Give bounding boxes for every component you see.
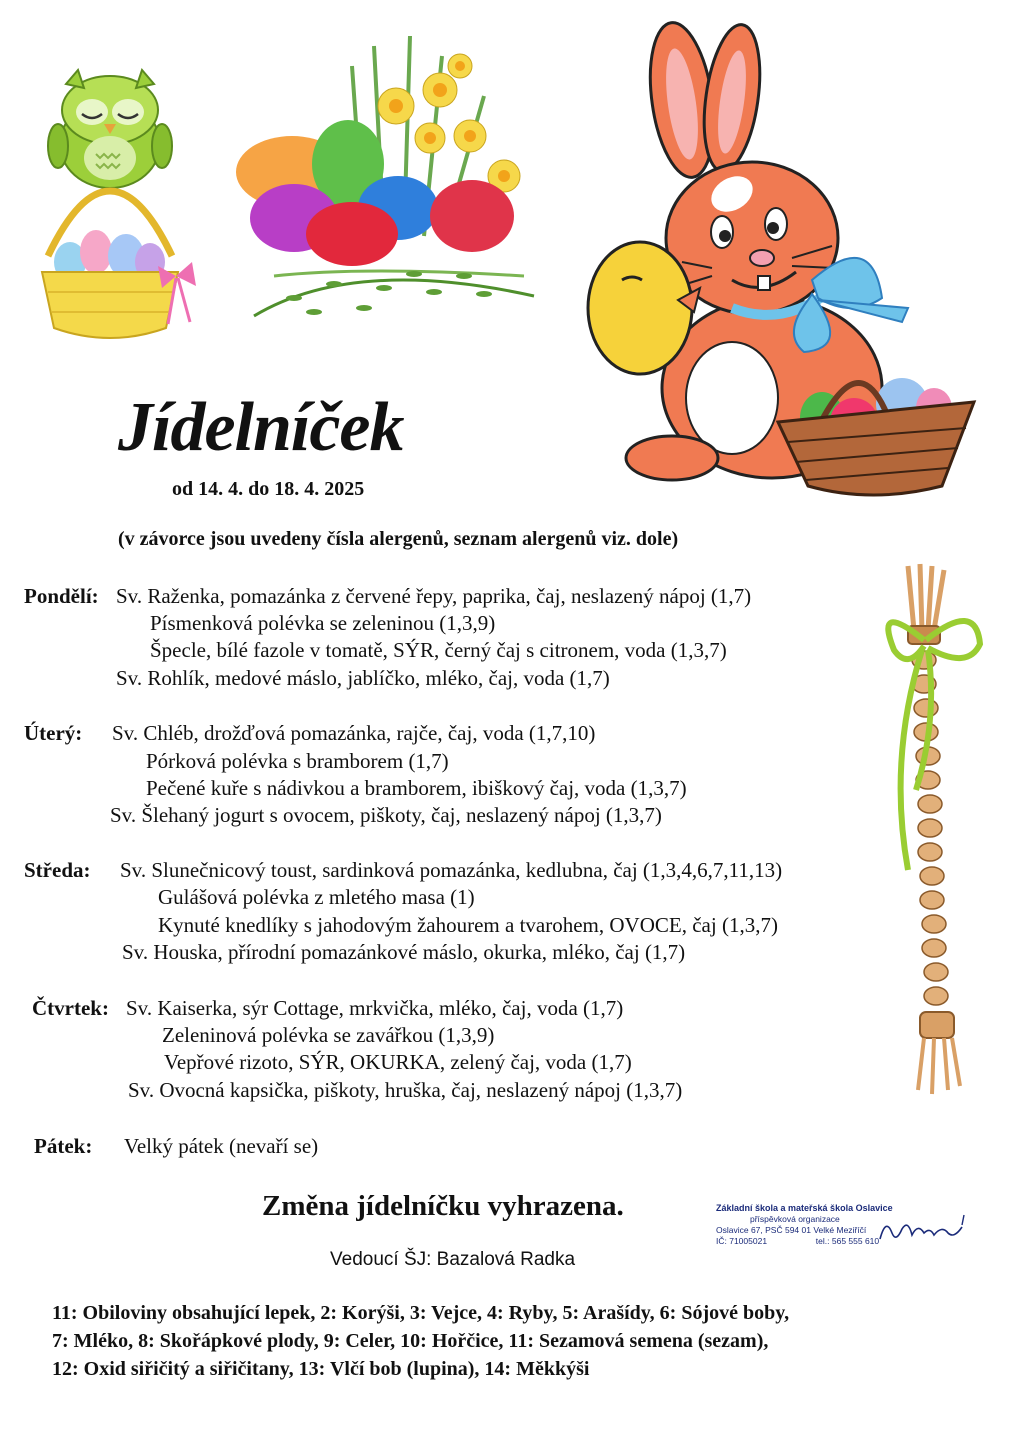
day-label-tuesday: Úterý:	[24, 721, 83, 745]
menu-line: Sv. Ovocná kapsička, piškoty, hruška, čaj, neslazený nápoj (1,3,7)	[128, 1078, 683, 1102]
menu-line: Vepřové rizoto, SÝR, OKURKA, zelený čaj, voda (1,7)	[164, 1050, 632, 1074]
menu-line: Sv. Kaiserka, sýr Cottage, mrkvička, mléko, čaj, voda (1,7)	[126, 996, 624, 1020]
manager-name: Vedoucí ŠJ: Bazalová Radka	[330, 1249, 576, 1270]
menu-line: Gulášová polévka z mletého masa (1)	[158, 885, 475, 909]
allergen-note: (v závorce jsou uvedeny čísla alergenů, seznam alergenů viz. dole)	[118, 528, 679, 550]
menu-line: Zeleninová polévka se zavářkou (1,3,9)	[162, 1023, 495, 1047]
pomlazka-illustration	[868, 560, 988, 1100]
menu-line: Sv. Chléb, drožďová pomazánka, rajče, čaj, voda (1,7,10)	[112, 721, 596, 745]
signature-icon	[876, 1213, 968, 1247]
owl-basket-illustration	[38, 66, 200, 346]
stamp-address: Oslavice 67, PSČ 594 01 Velké Meziříčí	[716, 1225, 867, 1235]
day-label-thursday: Čtvrtek:	[32, 996, 109, 1020]
easter-bunny-illustration	[582, 18, 977, 498]
menu-line: Velký pátek (nevaří se)	[124, 1134, 319, 1158]
allergen-list-line: 7: Mléko, 8: Skořápkové plody, 9: Celer, 10: Hořčice, 11: Sezamová semena (sezam),	[52, 1330, 769, 1352]
menu-line: Sv. Slunečnicový toust, sardinková pomazánka, kedlubna, čaj (1,3,4,6,7,11,13)	[120, 858, 783, 882]
menu-line: Písmenková polévka se zeleninou (1,3,9)	[150, 611, 496, 635]
menu-line: Špecle, bílé fazole v tomatě, SÝR, černý čaj s citronem, voda (1,3,7)	[150, 638, 727, 662]
day-label-friday: Pátek:	[34, 1134, 93, 1158]
menu-line: Sv. Houska, přírodní pomazánkové máslo, okurka, mléko, čaj (1,7)	[122, 940, 686, 964]
school-stamp	[716, 1203, 976, 1263]
change-notice: Změna jídelníčku vyhrazena.	[262, 1190, 624, 1222]
menu-line: Pečené kuře s nádivkou a bramborem, ibiškový čaj, voda (1,3,7)	[146, 776, 687, 800]
page-title: Jídelníček	[118, 389, 404, 466]
stamp-ico: IČ: 71005021	[716, 1236, 768, 1246]
menu-line: Pórková polévka s bramborem (1,7)	[146, 749, 449, 773]
menu-line: Sv. Šlehaný jogurt s ovocem, piškoty, čaj, neslazený nápoj (1,3,7)	[110, 803, 662, 827]
menu-line: Sv. Rohlík, medové máslo, jablíčko, mléko, čaj, voda (1,7)	[116, 666, 610, 690]
easter-eggs-daffodils-illustration	[234, 26, 552, 336]
menu-line: Sv. Raženka, pomazánka z červené řepy, paprika, čaj, neslazený nápoj (1,7)	[116, 584, 752, 608]
stamp-org-type: příspěvková organizace	[750, 1214, 840, 1224]
stamp-tel: tel.: 565 555 610	[815, 1236, 880, 1246]
day-label-wednesday: Středa:	[24, 858, 91, 882]
allergen-list-line: 11: Obiloviny obsahující lepek, 2: Korýši, 3: Vejce, 4: Ryby, 5: Arašídy, 6: Sójové boby,	[52, 1302, 790, 1324]
menu-line: Kynuté knedlíky s jahodovým žahourem a tvarohem, OVOCE, čaj (1,3,7)	[158, 913, 778, 937]
stamp-school-name: Základní škola a mateřská škola Oslavice	[716, 1203, 893, 1213]
allergen-list-line: 12: Oxid siřičitý a siřičitany, 13: Vlčí bob (lupina), 14: Měkkýši	[52, 1358, 590, 1380]
date-range: od 14. 4. do 18. 4. 2025	[172, 478, 365, 500]
day-label-monday: Pondělí:	[24, 584, 99, 608]
